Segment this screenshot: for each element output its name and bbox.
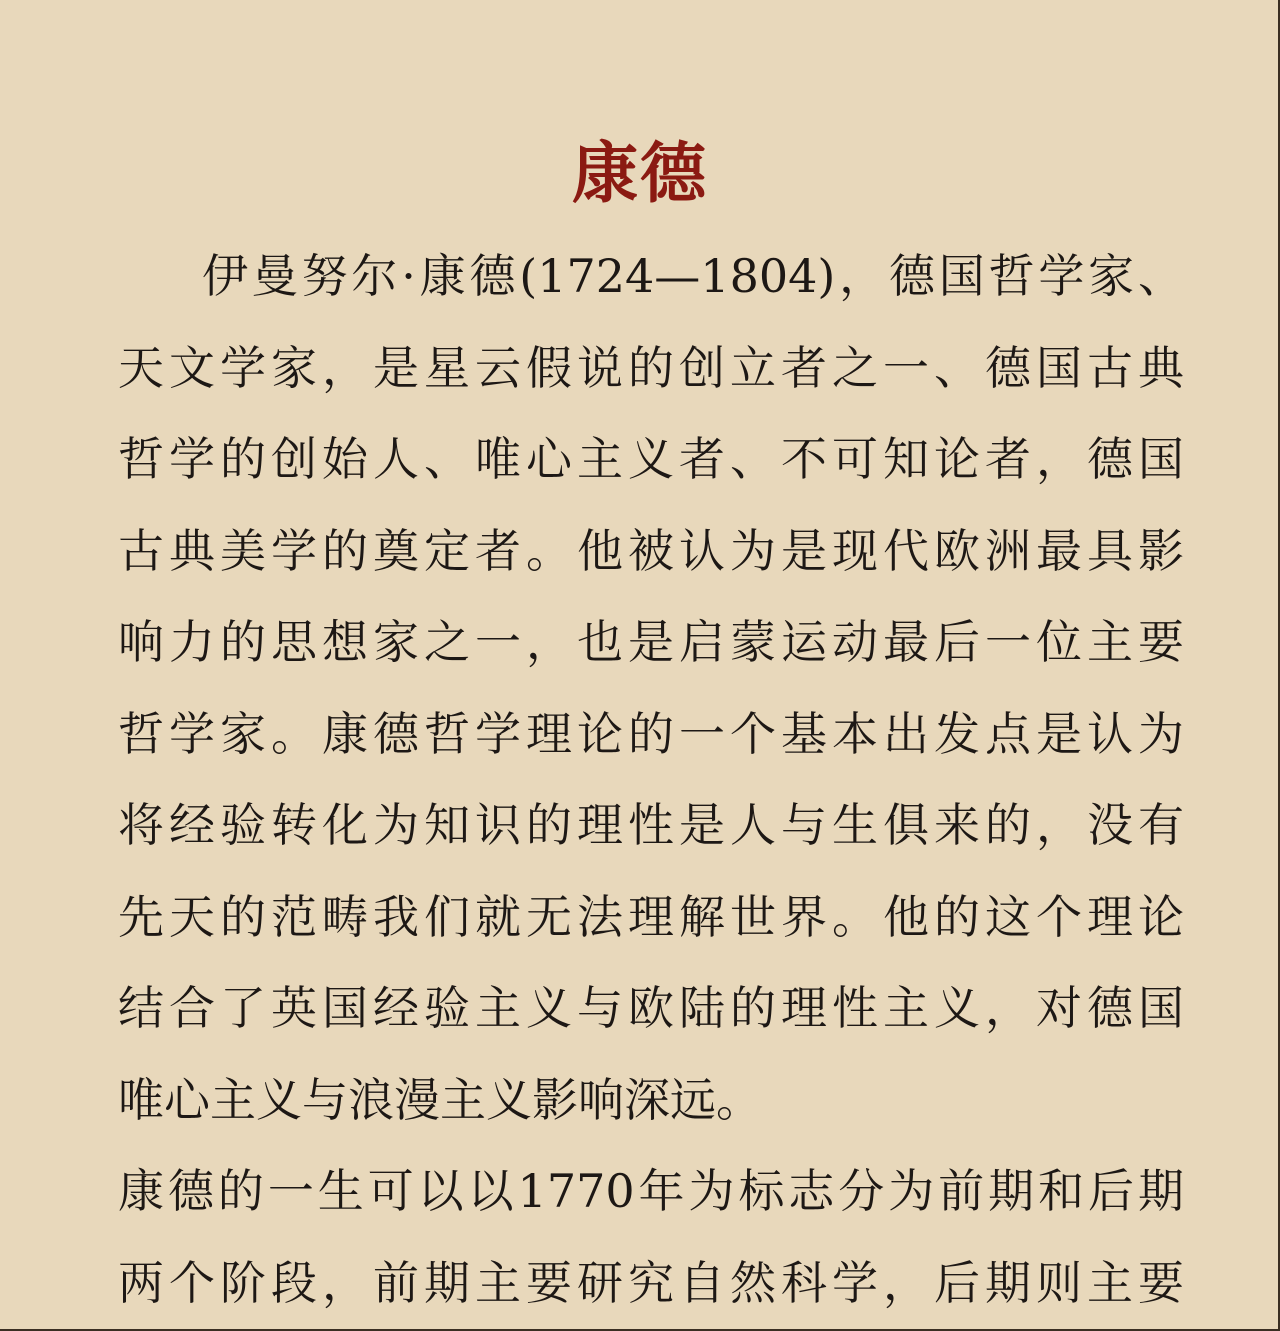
article-body xyxy=(118,231,1184,1329)
paragraph-1-line-3: 哲学的创始人、唯心主义者、不可知论者，德国 xyxy=(118,432,1184,486)
paragraph-1-line-5: 响力的思想家之一，也是启蒙运动最后一位主要 xyxy=(118,615,1184,669)
paragraph-1-line-2: 天文学家，是星云假说的创立者之一、德国古典 xyxy=(118,340,1184,395)
paragraph-1-line-1: 伊曼努尔·康德(1724—1804)，德国哲学家、 xyxy=(202,249,1184,303)
paragraph-1-line-6: 哲学家。康德哲学理论的一个基本出发点是认为 xyxy=(118,706,1184,761)
paragraph-1-line-4: 古典美学的奠定者。他被认为是现代欧洲最具影 xyxy=(118,523,1184,578)
paragraph-2-line-2: 两个阶段，前期主要研究自然科学，后期则主要 xyxy=(118,1255,1184,1310)
paragraph-1-line-9: 结合了英国经验主义与欧陆的理性主义，对德国 xyxy=(118,981,1184,1035)
page-title: 康德 xyxy=(572,135,708,212)
paragraph-1-line-10: 唯心主义与浪漫主义影响深远。 xyxy=(118,1072,762,1127)
paragraph-1-line-8: 先天的范畴我们就无法理解世界。他的这个理论 xyxy=(118,889,1184,944)
paragraph-1-line-7: 将经验转化为知识的理性是人与生俱来的，没有 xyxy=(118,798,1184,852)
paragraph-2-line-1: 康德的一生可以以1770年为标志分为前期和后期 xyxy=(118,1164,1184,1218)
